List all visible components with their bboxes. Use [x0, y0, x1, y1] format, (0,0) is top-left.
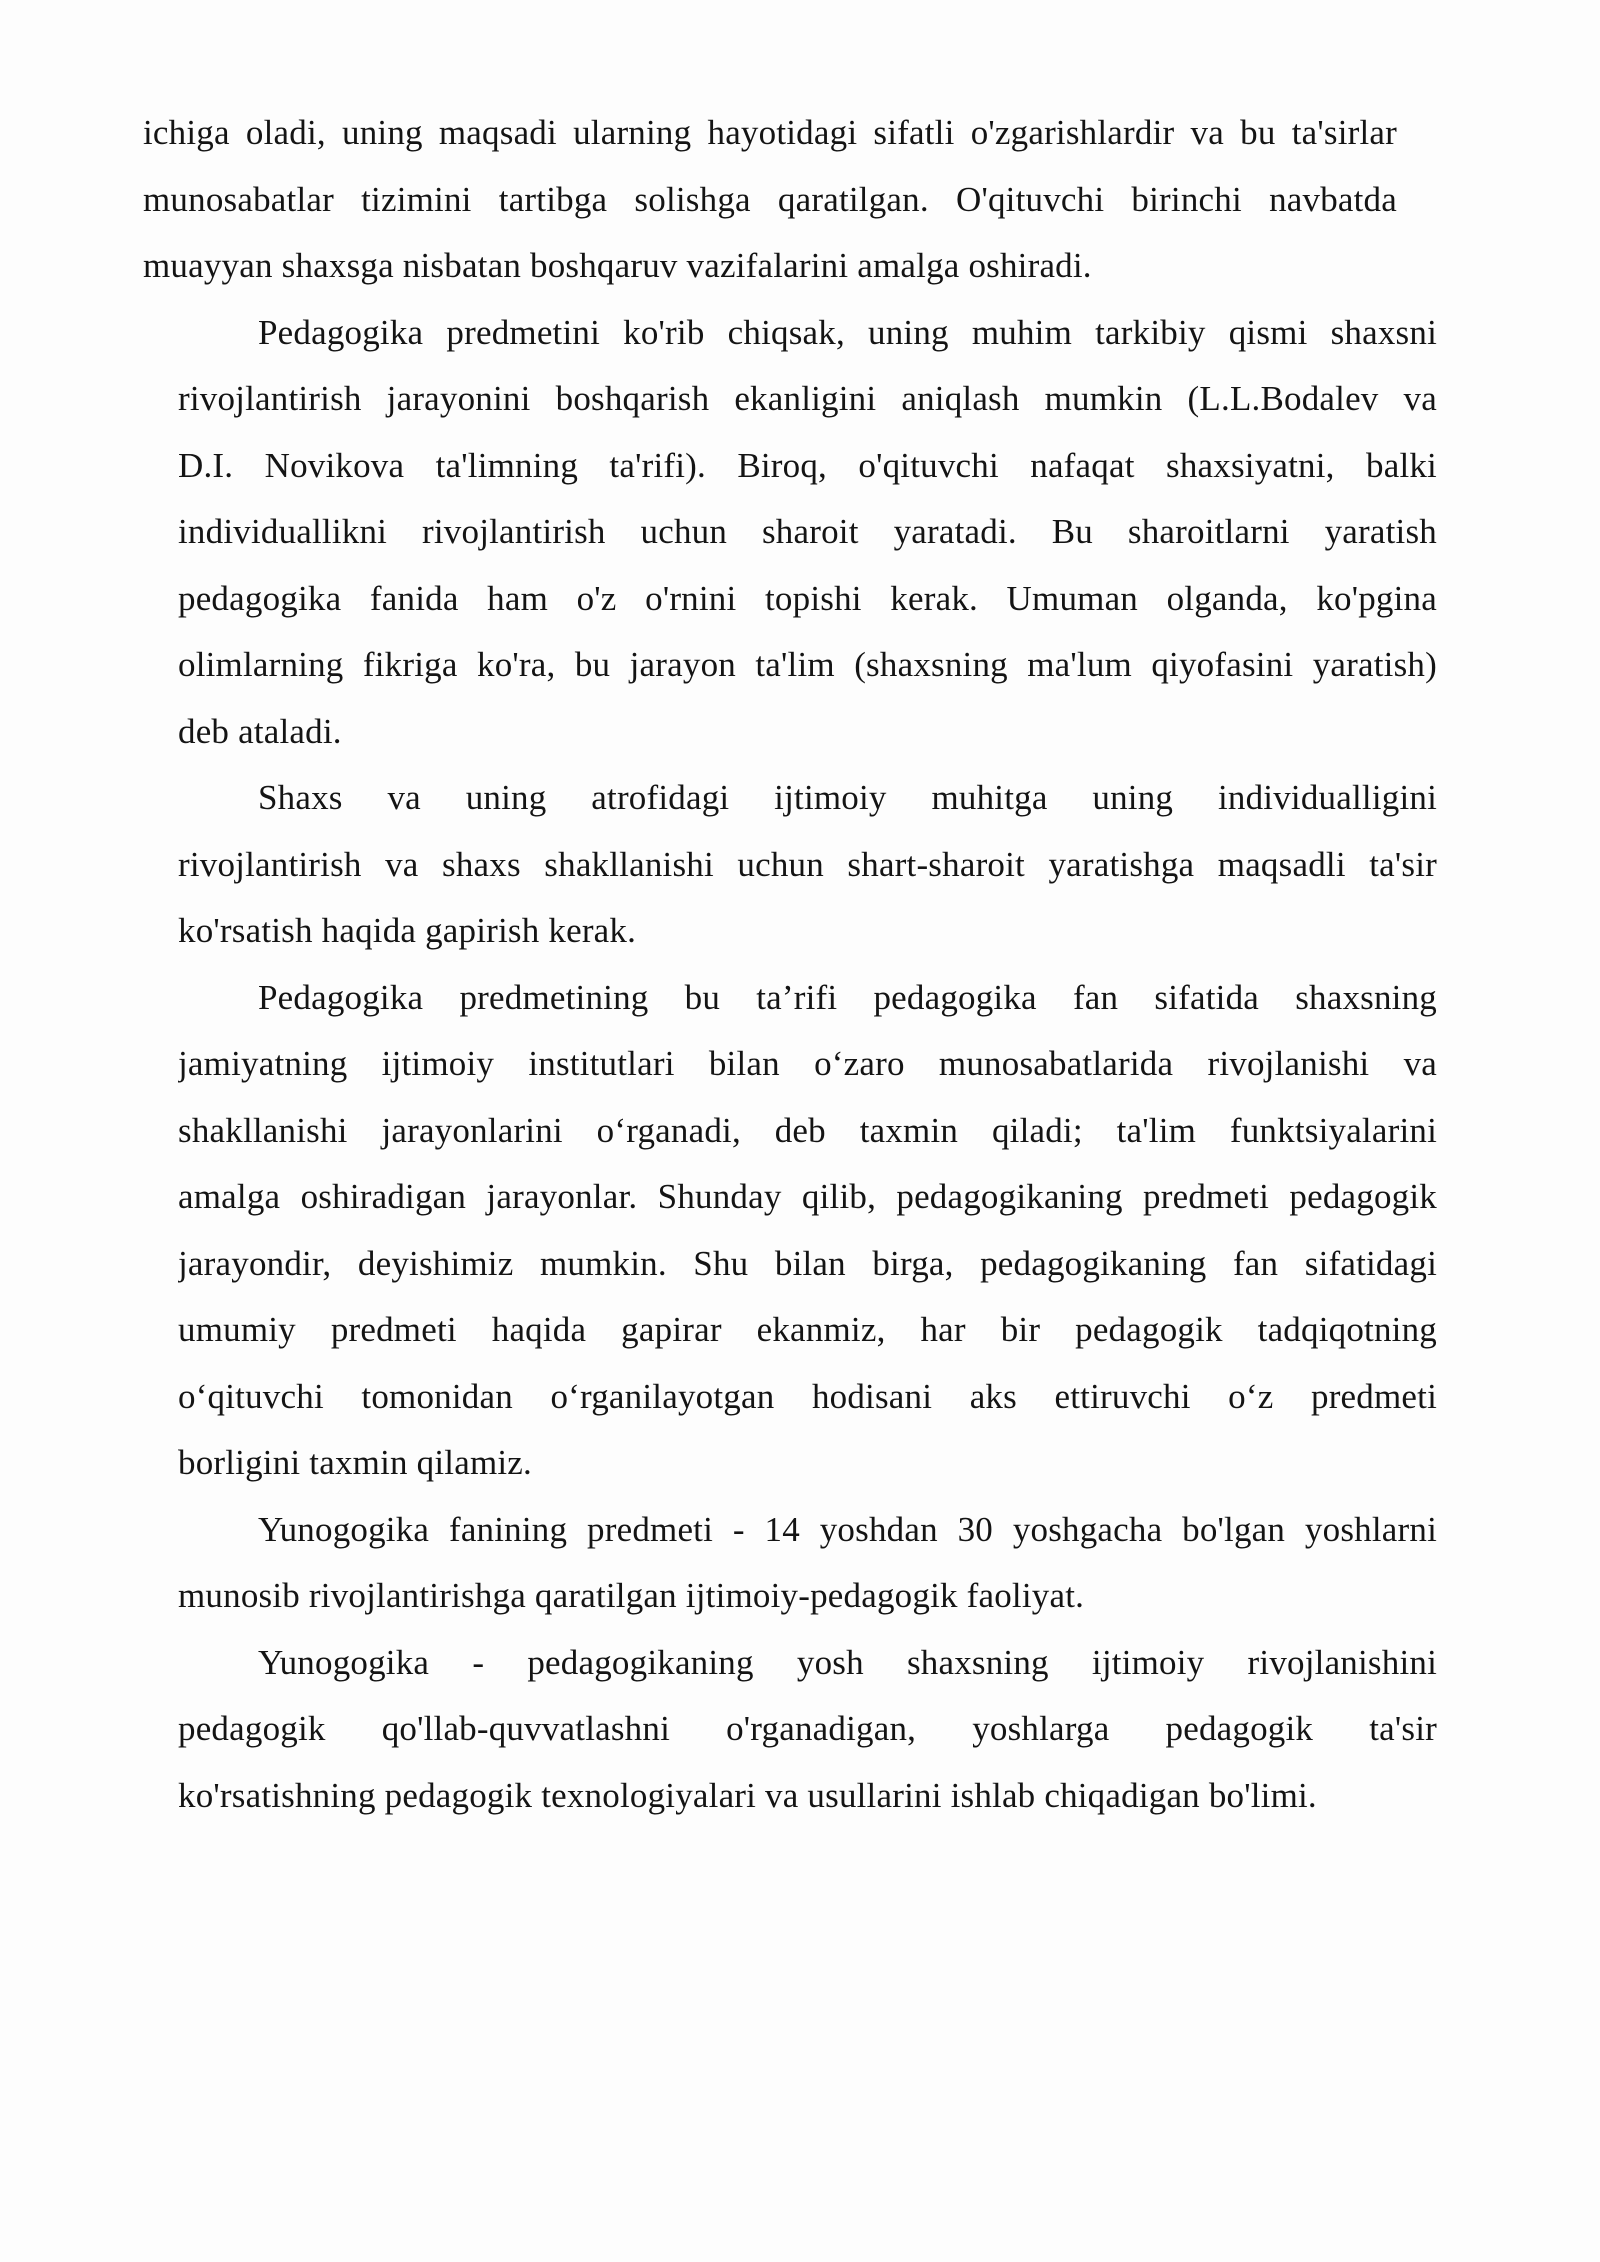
text-line: rivojlantirish jarayonini boshqarish ekanligini aniqlash mumkin (L.L.Bodalev va [178, 379, 1437, 418]
paragraph [143, 100, 1397, 300]
paragraph [178, 1630, 1437, 1830]
paragraph [178, 1497, 1437, 1630]
text-line: pedagogika fanida ham o'z o'rnini topishi kerak. Umuman olganda, ko'pgina [178, 578, 1437, 618]
paragraph [178, 965, 1437, 1497]
text-line: o‘qituvchi tomonidan o‘rganilayotgan hodisani aks ettiruvchi o‘z predmeti [178, 1376, 1437, 1416]
text-line: munosib rivojlantirishga qaratilgan ijtimoiy-pedagogik faoliyat. [178, 1576, 1085, 1615]
text-line: umumiy predmeti haqida gapirar ekanmiz, har bir pedagogik tadqiqotning [178, 1310, 1437, 1349]
text-line: jarayondir, deyishimiz mumkin. Shu bilan birga, pedagogikaning fan sifatidagi [178, 1243, 1437, 1283]
text-line: amalga oshiradigan jarayonlar. Shunday qilib, pedagogikaning predmeti pedagogik [178, 1177, 1437, 1216]
text-line: Shaxs va uning atrofidagi ijtimoiy muhitga uning individualligini [258, 778, 1437, 817]
text-line: ko'rsatish haqida gapirish kerak. [178, 911, 637, 950]
paragraph [178, 300, 1437, 766]
text-line: munosabatlar tizimini tartibga solishga qaratilgan. O'qituvchi birinchi navbatda [143, 179, 1397, 219]
text-line: Yunogogika fanining predmeti - 14 yoshdan 30 yoshgacha bo'lgan yoshlarni [258, 1509, 1437, 1549]
text-line: ko'rsatishning pedagogik texnologiyalari va usullarini ishlab chiqadigan bo'limi. [178, 1775, 1317, 1815]
text-line: borligini taxmin qilamiz. [178, 1443, 532, 1482]
text-line: ichiga oladi, uning maqsadi ularning hayotidagi sifatli o'zgarishlardir va bu ta'sirlar [143, 113, 1397, 152]
text-line: jamiyatning ijtimoiy institutlari bilan o‘zaro munosabatlarida rivojlanishi va [178, 1044, 1437, 1083]
text-line: Pedagogika predmetini ko'rib chiqsak, uning muhim tarkibiy qismi shaxsni [258, 312, 1437, 352]
text-line: pedagogik qo'llab-quvvatlashni o'rganadigan, yoshlarga pedagogik ta'sir [178, 1709, 1437, 1748]
text-block [0, 100, 1600, 1829]
text-line: rivojlantirish va shaxs shakllanishi uchun shart-sharoit yaratishga maqsadli ta'sir [178, 844, 1437, 884]
text-line: individuallikni rivojlantirish uchun sharoit yaratadi. Bu sharoitlarni yaratish [178, 512, 1437, 551]
text-line: deb ataladi. [178, 711, 342, 751]
paragraph [178, 765, 1437, 965]
text-line: Pedagogika predmetining bu ta’rifi pedagogika fan sifatida shaxsning [258, 977, 1437, 1017]
text-line: olimlarning fikriga ko'ra, bu jarayon ta'lim (shaxsning ma'lum qiyofasini yaratish) [178, 645, 1437, 684]
text-line: Yunogogika - pedagogikaning yosh shaxsning ijtimoiy rivojlanishini [258, 1642, 1437, 1682]
text-line: D.I. Novikova ta'limning ta'rifi). Biroq, o'qituvchi nafaqat shaxsiyatni, balki [178, 445, 1437, 485]
text-line: muayyan shaxsga nisbatan boshqaruv vazifalarini amalga oshiradi. [143, 246, 1092, 285]
text-line: shakllanishi jarayonlarini o‘rganadi, deb taxmin qiladi; ta'lim funktsiyalarini [178, 1110, 1437, 1150]
